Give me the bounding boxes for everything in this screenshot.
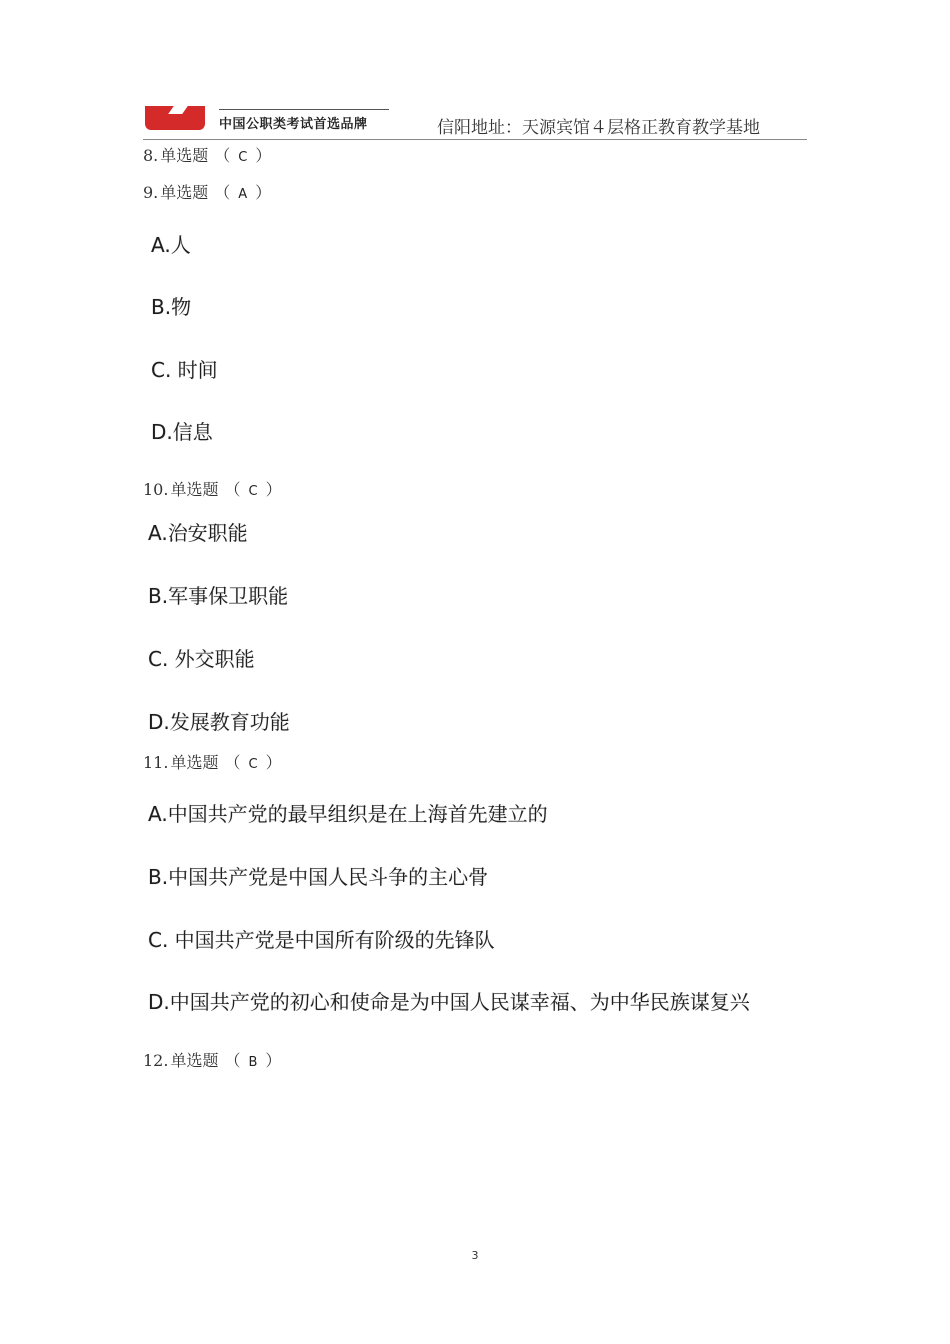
answer-badge: A xyxy=(238,187,248,202)
question-9: 9. 单选题 （ A ） xyxy=(143,183,272,202)
option-10-b: B.军事保卫职能 xyxy=(148,584,289,608)
option-9-c: C. 时间 xyxy=(151,358,218,382)
option-11-d: D.中国共产党的初心和使命是为中国人民谋幸福、为中华民族谋复兴 xyxy=(148,990,750,1014)
option-11-b: B.中国共产党是中国人民斗争的主心骨 xyxy=(148,865,489,889)
option-10-a: A.治安职能 xyxy=(148,521,248,545)
answer-badge: C xyxy=(248,484,258,499)
option-11-a: A.中国共产党的最早组织是在上海首先建立的 xyxy=(148,802,548,826)
answer-badge: C xyxy=(248,757,258,772)
logo-divider xyxy=(219,109,389,110)
answer-badge: B xyxy=(248,1055,258,1070)
option-11-c: C. 中国共产党是中国所有阶级的先锋队 xyxy=(148,928,495,952)
page-number: 3 xyxy=(471,1249,479,1262)
answer-badge: C xyxy=(238,150,248,165)
option-9-a: A.人 xyxy=(151,233,191,257)
brand-tagline: 中国公职类考试首选品牌 xyxy=(219,117,368,132)
brand-logo-mark xyxy=(145,106,205,130)
question-11: 11. 单选题 （ C ） xyxy=(143,753,282,772)
question-10: 10. 单选题 （ C ） xyxy=(143,480,282,499)
question-12: 12. 单选题 （ B ） xyxy=(143,1051,282,1070)
header-address: 信阳地址：天源宾馆４层格正教育教学基地 xyxy=(437,118,760,138)
option-9-d: D.信息 xyxy=(151,420,213,444)
option-9-b: B.物 xyxy=(151,295,192,319)
option-10-c: C. 外交职能 xyxy=(148,647,255,671)
header-rule xyxy=(143,139,807,140)
option-10-d: D.发展教育功能 xyxy=(148,710,290,734)
question-8: 8. 单选题 （ C ） xyxy=(143,146,272,165)
